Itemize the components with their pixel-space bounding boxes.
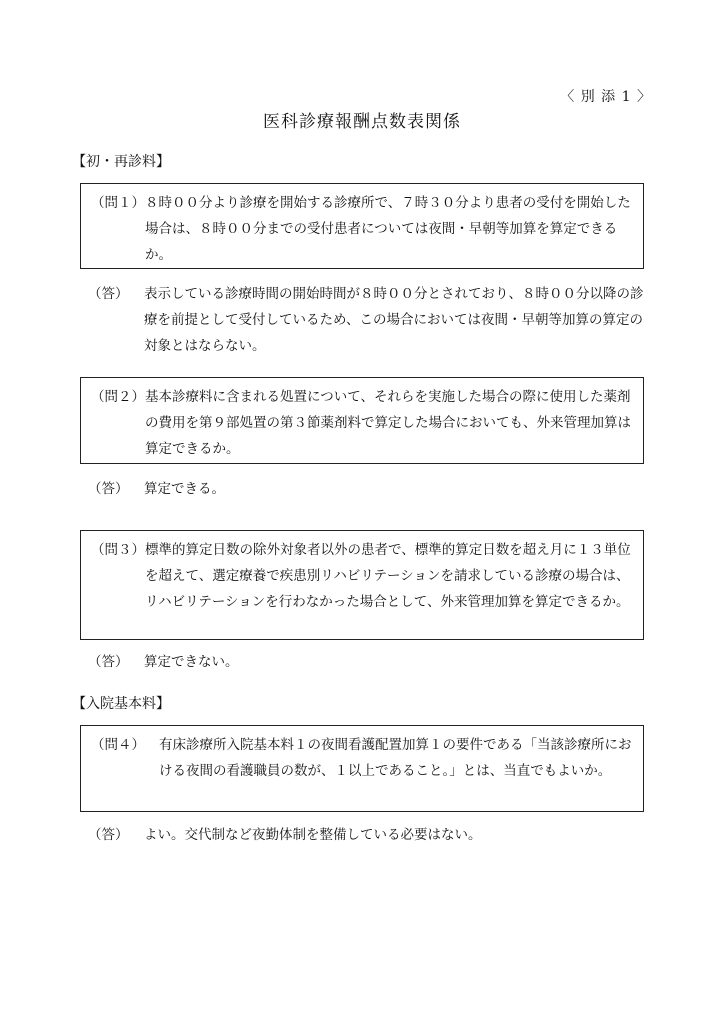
answer-label-2: （答） [88,481,129,497]
page-title: 医科診療報酬点数表関係 [263,112,461,132]
question-box-2 [80,377,644,464]
answer-text-1: 表示している診療時間の開始時間が８時００分とされており、８時００分以降の診療を前提として受付しているため、この場合においては夜間・早朝等加算の算定の対象とはならない。 [144,286,644,354]
answer-1 [88,281,650,359]
question-text-2: 基本診療料に含まれる処置について、それらを実施した場合の際に使用した薬剤の費用を第９部処置の第３節薬剤料で算定した場合においても、外来管理加算は算定できるか。 [145,389,631,457]
question-label-4: （問４） [91,737,145,753]
question-text-1: ８時００分より診療を開始する診療所で、７時３０分より患者の受付を開始した場合は、８時００分までの受付患者については夜間・早朝等加算を算定できるか。 [145,195,631,263]
answer-label-4: （答） [88,827,129,843]
question-label-1: （問１） [91,195,145,211]
question-box-3 [80,530,644,640]
question-text-3: 標準的算定日数の除外対象者以外の患者で、標準的算定日数を超え月に１３単位を超えて、選定療養で疾患別リハビリテーションを請求している診療の場合は、リハビリテーションを行わなかった場合として、外来管理加算を算定できるか。 [145,542,631,610]
question-label-2: （問２） [91,389,145,405]
answer-text-3: 算定できない。 [144,654,239,670]
question-text-4: 有床診療所入院基本料１の夜間看護配置加算１の要件である「当該診療所における夜間の看護職員の数が、１以上であること。」とは、当直でもよいか。 [159,737,632,779]
question-box-1 [80,183,644,269]
answer-4 [88,822,650,848]
answer-label-3: （答） [88,654,129,670]
answer-text-4: よい。交代制など夜勤体制を整備している必要はない。 [144,827,482,843]
answer-3 [88,649,650,675]
attachment-label: 〈 別 添 1 〉 [560,89,652,105]
section-heading-initial: 【初・再診料】 [72,154,170,170]
answer-label-1: （答） [88,286,129,302]
question-box-4 [80,725,644,812]
answer-text-2: 算定できる。 [144,481,225,497]
answer-2 [88,476,650,502]
question-label-3: （問３） [91,542,145,558]
section-heading-inpatient: 【入院基本料】 [72,696,170,712]
